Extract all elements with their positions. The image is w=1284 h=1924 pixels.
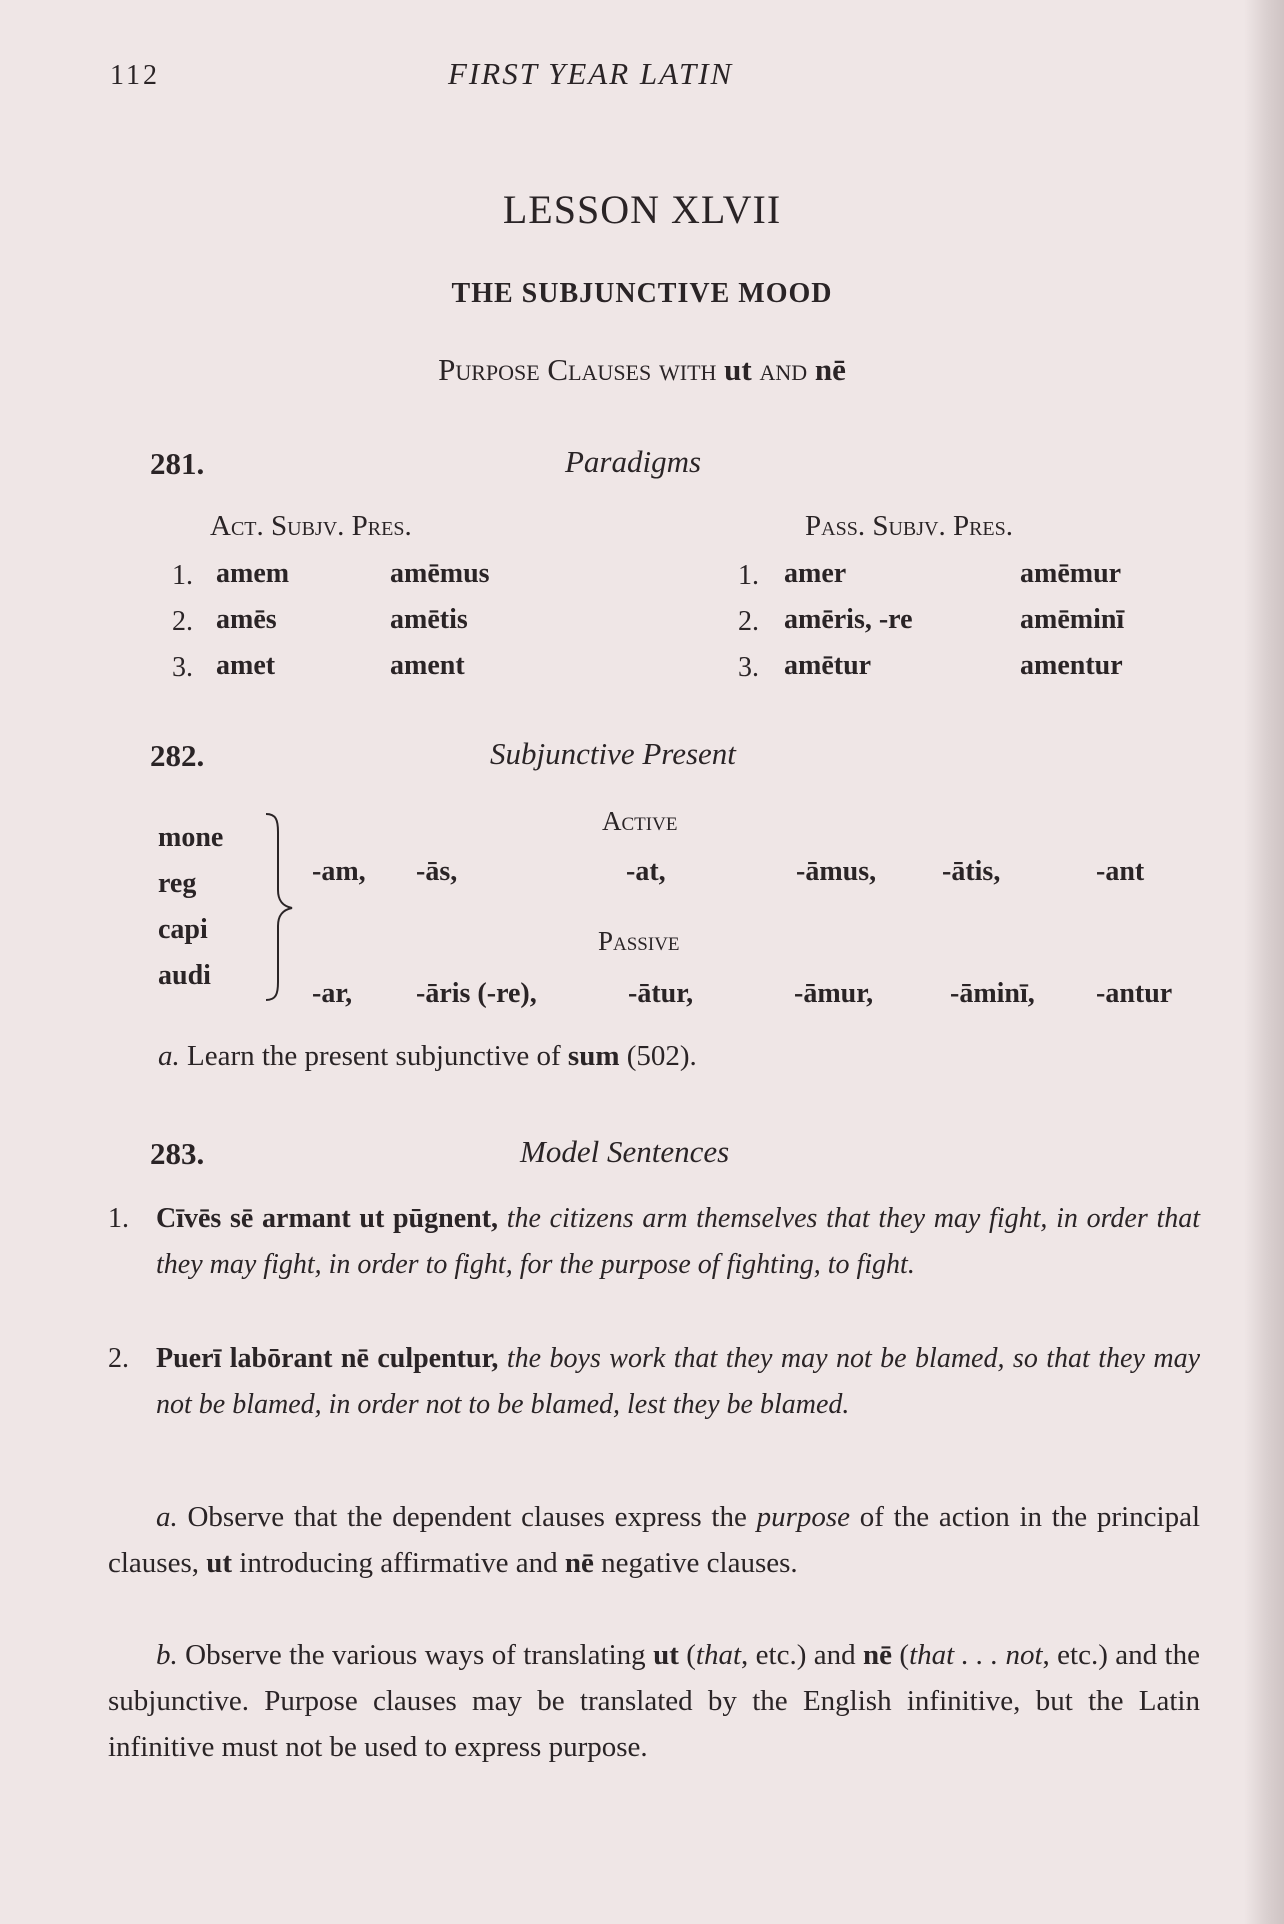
page-number: 112 xyxy=(110,60,160,91)
passive-ending: -ātur, xyxy=(628,978,694,1009)
topic-ut: ut xyxy=(724,352,752,387)
active-plural: amēmus xyxy=(390,558,490,589)
passive-plural: amēminī xyxy=(1020,604,1125,635)
lesson-title: LESSON XLVII xyxy=(502,187,782,232)
active-row-num: 1. xyxy=(172,560,193,591)
topic-ne: nē xyxy=(814,352,846,387)
stem: reg xyxy=(158,868,197,899)
active-singular: amet xyxy=(216,650,276,681)
topic-text-and: and xyxy=(751,352,815,387)
running-title: FIRST YEAR LATIN xyxy=(448,56,734,91)
active-ending: -āmus, xyxy=(796,856,877,887)
note-text: (502). xyxy=(619,1040,697,1072)
stem: audi xyxy=(158,960,211,991)
note-283b xyxy=(108,1632,1200,1770)
note-latin: ut xyxy=(653,1639,679,1671)
passive-plural: amēmur xyxy=(1020,558,1122,589)
sentence-text xyxy=(156,1196,1200,1288)
note-emphasis: that xyxy=(695,1639,742,1671)
note-text: introducing affirmative and xyxy=(232,1547,565,1579)
passive-row-num: 1. xyxy=(738,560,759,591)
section-281-heading: Paradigms xyxy=(565,444,702,479)
passive-row-num: 3. xyxy=(738,652,759,683)
passive-plural: amentur xyxy=(1020,650,1123,681)
sentence-text xyxy=(156,1336,1200,1428)
note-latin: sum xyxy=(567,1040,620,1072)
sentence-number: 2. xyxy=(108,1343,129,1374)
passive-ending: -āmur, xyxy=(794,978,874,1009)
active-singular: amēs xyxy=(216,604,277,635)
lesson-topic xyxy=(0,352,1284,388)
note-text: Observe the various ways of translating xyxy=(177,1639,654,1671)
active-plural: ament xyxy=(390,650,465,681)
note-emphasis: purpose xyxy=(756,1501,851,1533)
active-label: Active xyxy=(602,806,678,836)
lesson-subtitle: THE SUBJUNCTIVE MOOD xyxy=(451,278,833,309)
section-283-heading: Model Sentences xyxy=(520,1134,730,1169)
active-ending: -ant xyxy=(1096,856,1145,887)
note-text: negative clauses. xyxy=(593,1547,798,1579)
section-282-number: 282. xyxy=(150,738,205,773)
sentence-english: the boys work that they may not be blamed, so that they may not be blamed, in order not to be blamed, lest they be blamed. xyxy=(156,1343,1200,1420)
stem: capi xyxy=(158,914,208,945)
note-emphasis: that . . . not xyxy=(909,1639,1043,1671)
active-ending: -am, xyxy=(312,856,366,887)
passive-label: Passive xyxy=(598,926,680,956)
section-282-heading: Subjunctive Present xyxy=(490,736,736,771)
sentence-latin: Puerī labōrant nē culpentur, xyxy=(156,1343,499,1374)
note-latin: nē xyxy=(564,1547,594,1579)
active-row-num: 2. xyxy=(172,606,193,637)
note-latin: ut xyxy=(206,1547,233,1579)
active-singular: amem xyxy=(216,558,290,589)
note-latin: nē xyxy=(863,1639,893,1671)
note-text: ( xyxy=(892,1639,910,1671)
active-plural: amētis xyxy=(390,604,468,635)
passive-singular: amētur xyxy=(784,650,872,681)
passive-singular: amēris, -re xyxy=(784,604,913,635)
passive-singular: amer xyxy=(784,558,847,589)
active-subjunctive-label: Act. Subjv. Pres. xyxy=(210,510,412,542)
note-282a xyxy=(158,1040,697,1073)
note-text: Learn the present subjunctive of xyxy=(179,1040,568,1072)
topic-text-a: Purpose Clauses with xyxy=(438,352,725,387)
sentence-english: the citizens arm themselves that they may fight, in order that they may fight, in order to fight, for the purpose of fighting, to fight. xyxy=(156,1203,1201,1280)
active-row-num: 3. xyxy=(172,652,193,683)
stem: mone xyxy=(158,822,224,853)
note-283a xyxy=(108,1494,1200,1586)
passive-subjunctive-label: Pass. Subjv. Pres. xyxy=(805,510,1014,542)
passive-ending: -āminī, xyxy=(950,978,1035,1009)
note-label: b. xyxy=(156,1639,178,1671)
note-text: Observe that the dependent clauses express the xyxy=(177,1501,757,1533)
active-ending: -at, xyxy=(626,856,666,887)
active-ending: -ātis, xyxy=(942,856,1001,887)
passive-ending: -āris (-re), xyxy=(416,978,537,1009)
passive-row-num: 2. xyxy=(738,606,759,637)
passive-ending: -ar, xyxy=(312,978,353,1009)
note-text: , etc.) and the subjunctive. Purpose clauses may be translated by the English infinitive, but the Latin infinitive must not be used to express purpose. xyxy=(108,1639,1200,1763)
active-ending: -ās, xyxy=(416,856,458,887)
sentence-latin: Cīvēs sē armant ut pūgnent, xyxy=(156,1203,499,1234)
right-brace-icon xyxy=(262,812,296,1002)
sentence-number: 1. xyxy=(108,1203,129,1234)
note-label: a. xyxy=(156,1501,178,1533)
section-283-number: 283. xyxy=(150,1136,205,1171)
passive-ending: -antur xyxy=(1096,978,1173,1009)
note-text: ( xyxy=(678,1639,696,1671)
section-281-number: 281. xyxy=(150,446,205,481)
note-text: , etc.) and xyxy=(741,1639,864,1671)
note-label: a. xyxy=(158,1040,180,1072)
note-text: of the action in the principal clauses, xyxy=(108,1501,1200,1579)
